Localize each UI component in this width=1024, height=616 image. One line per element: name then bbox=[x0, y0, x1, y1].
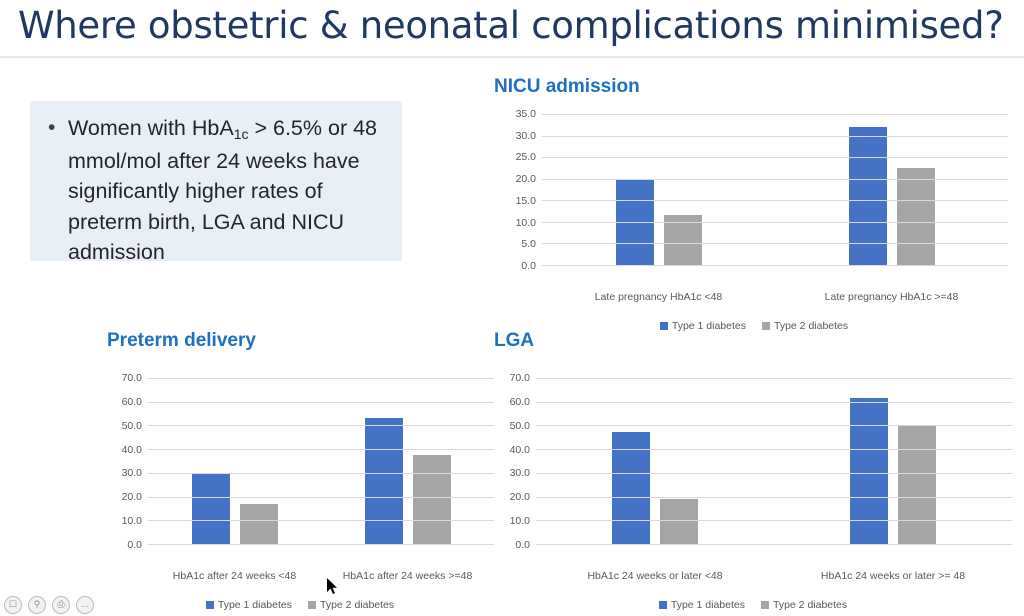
gridline bbox=[542, 157, 1008, 158]
y-tick-label: 20.0 bbox=[515, 173, 536, 186]
print-icon[interactable]: ⎙ bbox=[52, 596, 70, 614]
more-icon[interactable]: … bbox=[76, 596, 94, 614]
gridline bbox=[542, 114, 1008, 115]
callout-subscript: 1c bbox=[233, 126, 249, 142]
y-tick-label: 10.0 bbox=[509, 515, 530, 528]
plot-area-lga bbox=[488, 372, 1018, 567]
bar-group bbox=[542, 114, 775, 265]
title-divider bbox=[0, 56, 1024, 58]
chart-title-lga: LGA bbox=[494, 330, 535, 351]
grid-lga bbox=[536, 378, 1012, 545]
legend-swatch-icon bbox=[659, 601, 667, 609]
x-tick-label: HbA1c after 24 weeks <48 bbox=[172, 570, 297, 582]
bars-lga bbox=[536, 378, 1012, 544]
bar-type2 bbox=[897, 168, 935, 265]
bar-group bbox=[774, 378, 1012, 544]
bar-type1 bbox=[850, 398, 888, 544]
gridline bbox=[542, 243, 1008, 244]
bar-type2 bbox=[413, 455, 451, 544]
legend-item[interactable] bbox=[308, 599, 394, 611]
legend-label: Type 2 diabetes bbox=[773, 599, 848, 611]
y-tick-label: 30.0 bbox=[515, 129, 536, 142]
bars-preterm bbox=[148, 378, 494, 544]
bars-nicu bbox=[542, 114, 1008, 265]
gridline bbox=[536, 402, 1012, 403]
zoom-icon[interactable]: ⚲ bbox=[28, 596, 46, 614]
y-tick-label: 20.0 bbox=[509, 491, 530, 504]
gridline bbox=[148, 497, 494, 498]
y-tick-label: 0.0 bbox=[515, 539, 530, 551]
x-axis-lga bbox=[536, 569, 1012, 589]
bar-type2 bbox=[660, 499, 698, 544]
y-tick-label: 60.0 bbox=[121, 395, 142, 408]
legend-item[interactable] bbox=[206, 599, 292, 611]
bullet-icon: • bbox=[48, 116, 56, 139]
grid-preterm bbox=[148, 378, 494, 545]
y-tick-label: 70.0 bbox=[121, 372, 142, 384]
y-tick-label: 35.0 bbox=[515, 108, 536, 120]
viewer-toolbar[interactable] bbox=[4, 596, 94, 614]
x-axis-nicu bbox=[542, 290, 1008, 310]
legend-item[interactable] bbox=[762, 320, 848, 332]
bar-type2 bbox=[240, 504, 278, 544]
legend-label: Type 1 diabetes bbox=[671, 320, 746, 332]
legend-item[interactable] bbox=[660, 320, 746, 332]
plot-area-nicu bbox=[494, 108, 1014, 288]
gridline bbox=[148, 473, 494, 474]
gridline bbox=[536, 449, 1012, 450]
x-tick-label: HbA1c after 24 weeks >=48 bbox=[342, 570, 473, 582]
x-tick-label: Late pregnancy HbA1c >=48 bbox=[824, 291, 959, 303]
legend-nicu bbox=[494, 320, 1014, 332]
list-item bbox=[48, 113, 388, 268]
x-tick-label: Late pregnancy HbA1c <48 bbox=[594, 291, 723, 303]
gridline bbox=[148, 449, 494, 450]
bar-group bbox=[321, 378, 494, 544]
gridline bbox=[148, 425, 494, 426]
y-tick-label: 30.0 bbox=[121, 467, 142, 480]
callout-box bbox=[30, 101, 402, 264]
bar-group bbox=[148, 378, 321, 544]
chart-nicu bbox=[494, 108, 1014, 334]
gridline bbox=[542, 179, 1008, 180]
chart-title-nicu: NICU admission bbox=[494, 76, 640, 97]
x-tick-label: HbA1c 24 weeks or later <48 bbox=[587, 570, 723, 582]
chart-preterm bbox=[100, 372, 500, 613]
callout-text bbox=[68, 113, 388, 268]
chart-lga bbox=[488, 372, 1018, 613]
x-axis-preterm bbox=[148, 569, 494, 589]
chart-title-preterm: Preterm delivery bbox=[107, 330, 256, 351]
y-tick-label: 10.0 bbox=[121, 515, 142, 528]
y-tick-label: 25.0 bbox=[515, 151, 536, 164]
legend-preterm bbox=[100, 599, 500, 611]
legend-item[interactable] bbox=[659, 599, 745, 611]
legend-swatch-icon bbox=[206, 601, 214, 609]
y-axis-preterm bbox=[100, 372, 146, 551]
y-axis-lga bbox=[488, 372, 534, 551]
legend-label: Type 2 diabetes bbox=[320, 599, 395, 611]
y-tick-label: 5.0 bbox=[521, 238, 536, 251]
legend-swatch-icon bbox=[762, 322, 770, 330]
page-title: Where obstetric & neonatal complications minimised? bbox=[18, 4, 1004, 47]
fit-page-icon[interactable]: ☐ bbox=[4, 596, 22, 614]
legend-swatch-icon bbox=[761, 601, 769, 609]
bar-group bbox=[536, 378, 774, 544]
grid-nicu bbox=[542, 114, 1008, 266]
gridline bbox=[536, 473, 1012, 474]
y-tick-label: 10.0 bbox=[515, 216, 536, 229]
gridline bbox=[536, 497, 1012, 498]
y-tick-label: 15.0 bbox=[515, 194, 536, 207]
gridline bbox=[536, 425, 1012, 426]
callout-text-part2: > 6.5% or 48 mmol/mol after 24 weeks have significantly higher rates of preterm birth, LGA and NICU admission bbox=[68, 116, 377, 264]
y-tick-label: 50.0 bbox=[121, 419, 142, 432]
y-tick-label: 40.0 bbox=[121, 443, 142, 456]
gridline bbox=[536, 378, 1012, 379]
legend-label: Type 2 diabetes bbox=[774, 320, 849, 332]
bar-type1 bbox=[365, 418, 403, 544]
y-tick-label: 0.0 bbox=[127, 539, 142, 551]
gridline bbox=[148, 378, 494, 379]
bar-type1 bbox=[192, 473, 230, 544]
y-tick-label: 40.0 bbox=[509, 443, 530, 456]
plot-area-preterm bbox=[100, 372, 500, 567]
legend-label: Type 1 diabetes bbox=[670, 599, 745, 611]
y-tick-label: 30.0 bbox=[509, 467, 530, 480]
x-tick-label: HbA1c 24 weeks or later >= 48 bbox=[820, 570, 966, 582]
y-axis-nicu bbox=[494, 108, 540, 272]
legend-item[interactable] bbox=[761, 599, 847, 611]
legend-swatch-icon bbox=[660, 322, 668, 330]
legend-swatch-icon bbox=[308, 601, 316, 609]
gridline bbox=[542, 222, 1008, 223]
bar-group bbox=[775, 114, 1008, 265]
gridline bbox=[148, 402, 494, 403]
y-tick-label: 70.0 bbox=[509, 372, 530, 384]
y-tick-label: 50.0 bbox=[509, 419, 530, 432]
legend-label: Type 1 diabetes bbox=[217, 599, 292, 611]
gridline bbox=[542, 136, 1008, 137]
y-tick-label: 60.0 bbox=[509, 395, 530, 408]
gridline bbox=[542, 200, 1008, 201]
y-tick-label: 20.0 bbox=[121, 491, 142, 504]
callout-text-part1: Women with HbA bbox=[68, 116, 234, 140]
bar-type2 bbox=[898, 425, 936, 544]
gridline bbox=[536, 520, 1012, 521]
gridline bbox=[148, 520, 494, 521]
callout-list bbox=[30, 101, 402, 268]
y-tick-label: 0.0 bbox=[521, 260, 536, 272]
legend-lga bbox=[488, 599, 1018, 611]
